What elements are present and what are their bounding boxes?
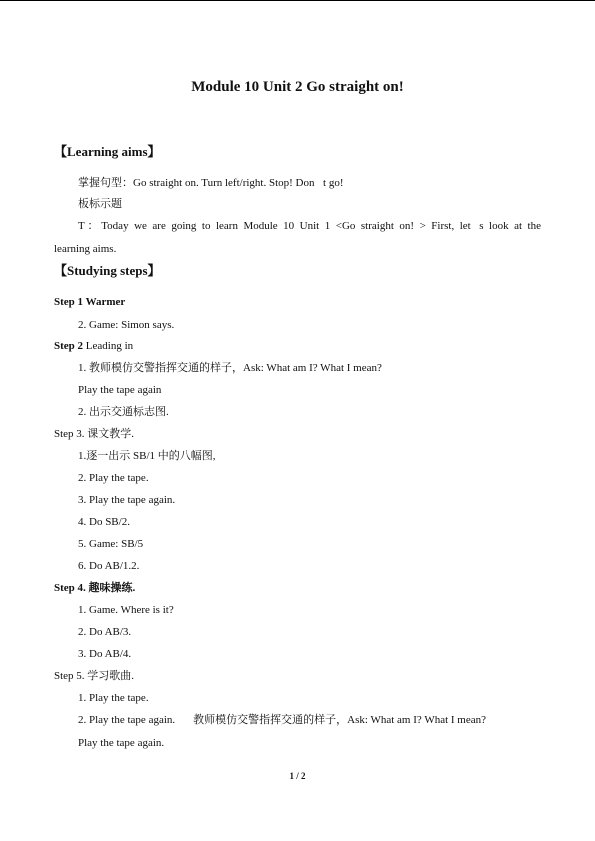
- studying-steps-heading: 【Studying steps】: [54, 263, 161, 278]
- step2-label: Step 2: [54, 340, 84, 352]
- step5-item-2-note: 教师模仿交警指挥交通的样子，Ask: What am I? What I mean?: [193, 714, 487, 726]
- step3-item-5: 5. Game: SB/5: [78, 538, 144, 550]
- page-title: Module 10 Unit 2 Go straight on!: [191, 79, 404, 95]
- step3-label: Step 3. 课文教学.: [54, 428, 135, 440]
- step3-item-2: 2. Play the tape.: [78, 472, 149, 484]
- learning-aims-heading: 【Learning aims】: [54, 144, 161, 159]
- board-title: 板标示题: [78, 198, 122, 210]
- step4-item-2: 2. Do AB/3.: [78, 626, 132, 638]
- step1-label: Step 1 Warmer: [54, 296, 126, 308]
- sentence-patterns: 掌握句型：Go straight on. Turn left/right. Stop! Don t go!: [78, 177, 344, 189]
- step5-item-2-row: [78, 713, 486, 727]
- step3-item-1: 1.逐一出示 SB/1 中的八幅图,: [78, 450, 216, 462]
- step1-item-1: 2. Game: Simon says.: [78, 319, 175, 331]
- step4-label: Step 4. 趣味操练.: [54, 582, 136, 594]
- intro-line-2: learning aims.: [54, 243, 117, 255]
- step5-item-2: 2. Play the tape again.: [78, 714, 176, 726]
- step5-item-1: 1. Play the tape.: [78, 692, 149, 704]
- step2-title: Leading in: [85, 340, 134, 352]
- step4-item-1: 1. Game. Where is it?: [78, 604, 174, 616]
- step2-heading: [54, 339, 133, 353]
- step2-item-1: 1. 教师模仿交警指挥交通的样子，Ask: What am I? What I mean?: [78, 362, 382, 374]
- step2-item-2: Play the tape again: [78, 384, 162, 396]
- step3-item-4: 4. Do SB/2.: [78, 516, 130, 528]
- step5-item-3: Play the tape again.: [78, 737, 165, 749]
- step5-label: Step 5. 学习歌曲.: [54, 670, 135, 682]
- step4-item-3: 3. Do AB/4.: [78, 648, 132, 660]
- page-number: 1 / 2: [289, 771, 306, 781]
- intro-line-1: T：Today we are going to learn Module 10 Unit 1 <Go straight on! > First, let s look at the: [78, 220, 541, 232]
- step2-item-3: 2. 出示交通标志图.: [78, 406, 169, 418]
- step3-item-6: 6. Do AB/1.2.: [78, 560, 140, 572]
- step3-item-3: 3. Play the tape again.: [78, 494, 176, 506]
